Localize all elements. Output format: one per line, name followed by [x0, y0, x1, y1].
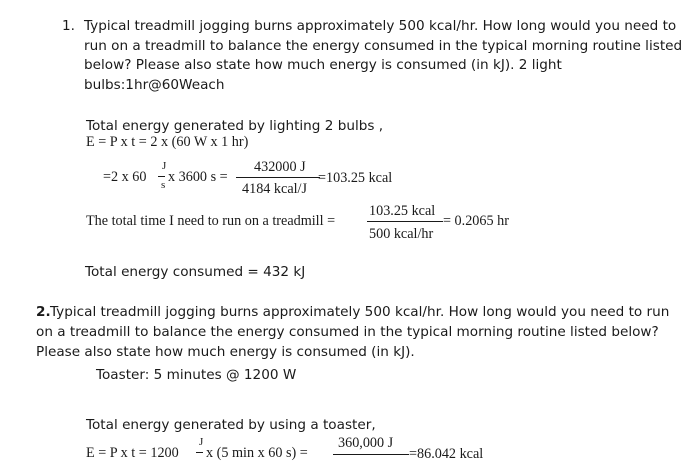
q1-calc-prefix: =2 x 60 [103, 169, 147, 185]
q2-number: 2. [36, 304, 51, 320]
q1-time-denominator: 500 kcal/hr [369, 226, 434, 242]
q1-fraction-denominator: 4184 kcal/J [242, 181, 308, 197]
q2-appliance: Toaster: 5 minutes @ 1200 W [96, 367, 297, 383]
q1-calc-result: =103.25 kcal [318, 170, 393, 186]
q1-unit-numerator: J [162, 160, 167, 172]
q1-fraction-numerator: 432000 J [254, 159, 306, 175]
q2-formula-middle: x (5 min x 60 s) = [206, 445, 308, 461]
q2-fraction-bar [333, 454, 409, 455]
q1-unit-fraction-bar [158, 176, 165, 177]
q1-energy-formula: E = P x t = 2 x (60 W x 1 hr) [86, 134, 249, 150]
q2-formula-prefix: E = P x t = 1200 [86, 445, 179, 461]
q1-time-label: The total time I need to run on a treadmill = [86, 213, 336, 229]
q1-calc-middle: x 3600 s = [168, 169, 228, 185]
q1-time-fraction-bar [367, 221, 443, 222]
q1-prompt-line-1: Typical treadmill jogging burns approximately 500 kcal/hr. How long would you need to [84, 18, 677, 34]
q2-energy-heading: Total energy generated by using a toaster, [86, 417, 376, 433]
q2-prompt-line-2: on a treadmill to balance the energy consumed in the typical morning routine listed below? [36, 324, 659, 340]
q1-time-result: = 0.2065 hr [443, 213, 509, 229]
q2-prompt-line-3: Please also state how much energy is consumed (in kJ). [36, 344, 415, 360]
q1-number: 1. [62, 18, 75, 34]
q1-prompt-line-2: run on a treadmill to balance the energy consumed in the typical morning routine listed [84, 38, 683, 54]
q1-time-numerator: 103.25 kcal [369, 203, 436, 219]
q2-calc-result: =86.042 kcal [409, 446, 484, 462]
q1-energy-heading: Total energy generated by lighting 2 bulbs , [86, 118, 384, 134]
q1-prompt-line-4: bulbs:1hr@60Weach [84, 77, 225, 93]
q1-prompt-line-3: below? Please also state how much energy is consumed (in kJ). 2 light [84, 57, 562, 73]
q2-fraction-numerator: 360,000 J [338, 435, 394, 451]
q1-energy-consumed: Total energy consumed = 432 kJ [85, 264, 306, 280]
q2-prompt-line-1: Typical treadmill jogging burns approximately 500 kcal/hr. How long would you need to run [50, 304, 670, 320]
q2-unit-numerator: J [199, 436, 204, 448]
q1-unit-denominator: s [161, 179, 166, 191]
q1-fraction-bar [236, 177, 320, 178]
q2-unit-fraction-bar [196, 452, 203, 453]
